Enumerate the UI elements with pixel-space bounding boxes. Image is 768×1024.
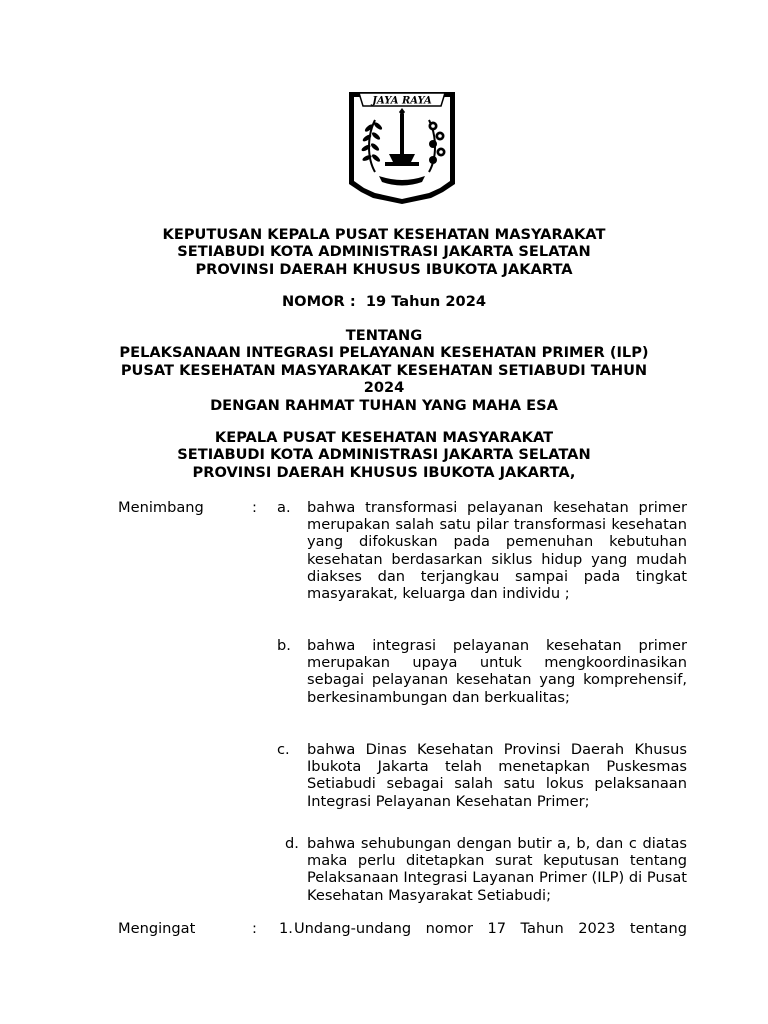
item-marker: a. <box>277 499 291 516</box>
svg-text:JAYA RAYA: JAYA RAYA <box>372 95 432 107</box>
decree-number <box>40 293 728 310</box>
issuing-official <box>40 429 728 481</box>
colon: : <box>252 920 257 937</box>
item-marker: c. <box>277 741 290 758</box>
item-text: bahwa sehubungan dengan butir a, b, dan c diatas maka perlu ditetapkan surat keputusan tentang Pelaksanaan Integrasi Layanan Primer (ILP) di Pusat Kesehatan Masyarakat Setiabudi; <box>307 835 687 904</box>
menimbang-label: Menimbang <box>118 499 204 516</box>
title-line: SETIABUDI KOTA ADMINISTRASI JAKARTA SELATAN <box>177 243 591 261</box>
title-line: PROVINSI DAERAH KHUSUS IBUKOTA JAKARTA <box>195 260 573 278</box>
official-line: SETIABUDI KOTA ADMINISTRASI JAKARTA SELATAN <box>177 446 591 464</box>
decree-subject <box>40 327 728 414</box>
item-marker: 1. <box>279 920 293 937</box>
subject-line: 2024 <box>363 379 405 397</box>
item-text: bahwa transformasi pelayanan kesehatan primer merupakan salah satu pilar transformasi kesehatan yang difokuskan pada pemenuhan kebutuhan kesehatan berdasarkan siklus hidup yang mudah diakses dan terjangkau sampai pada tingkat masyarakat, keluarga dan individu ; <box>307 499 687 603</box>
subject-line: PELAKSANAAN INTEGRASI PELAYANAN KESEHATAN PRIMER (ILP) <box>119 344 649 362</box>
subject-line: DENGAN RAHMAT TUHAN YANG MAHA ESA <box>210 396 558 414</box>
nomor-line: NOMOR : 19 Tahun 2024 <box>281 293 487 310</box>
mengingat-label: Mengingat <box>118 920 196 937</box>
colon: : <box>252 499 257 516</box>
item-text: Undang-undang nomor 17 Tahun 2023 tentang <box>294 920 687 937</box>
item-text: bahwa Dinas Kesehatan Provinsi Daerah Khusus Ibukota Jakarta telah menetapkan Puskesmas Setiabudi sebagai salah satu lokus pelaksanaan Integrasi Pelayanan Kesehatan Primer; <box>307 741 687 810</box>
item-text: bahwa integrasi pelayanan kesehatan primer merupakan upaya untuk mengkoordinasikan sebagai pelayanan kesehatan yang komprehensif, berkesinambungan dan berkualitas; <box>307 637 687 706</box>
subject-line: TENTANG <box>345 327 423 344</box>
decree-title <box>40 226 728 278</box>
official-line: PROVINSI DAERAH KHUSUS IBUKOTA JAKARTA, <box>192 463 576 481</box>
item-marker: b. <box>277 637 291 654</box>
jakarta-crest-logo <box>345 88 459 206</box>
item-marker: d. <box>285 835 299 852</box>
title-line: KEPUTUSAN KEPALA PUSAT KESEHATAN MASYARAKAT <box>162 226 606 243</box>
official-line: KEPALA PUSAT KESEHATAN MASYARAKAT <box>214 429 554 446</box>
subject-line: PUSAT KESEHATAN MASYARAKAT KESEHATAN SETIABUDI TAHUN <box>120 361 648 379</box>
